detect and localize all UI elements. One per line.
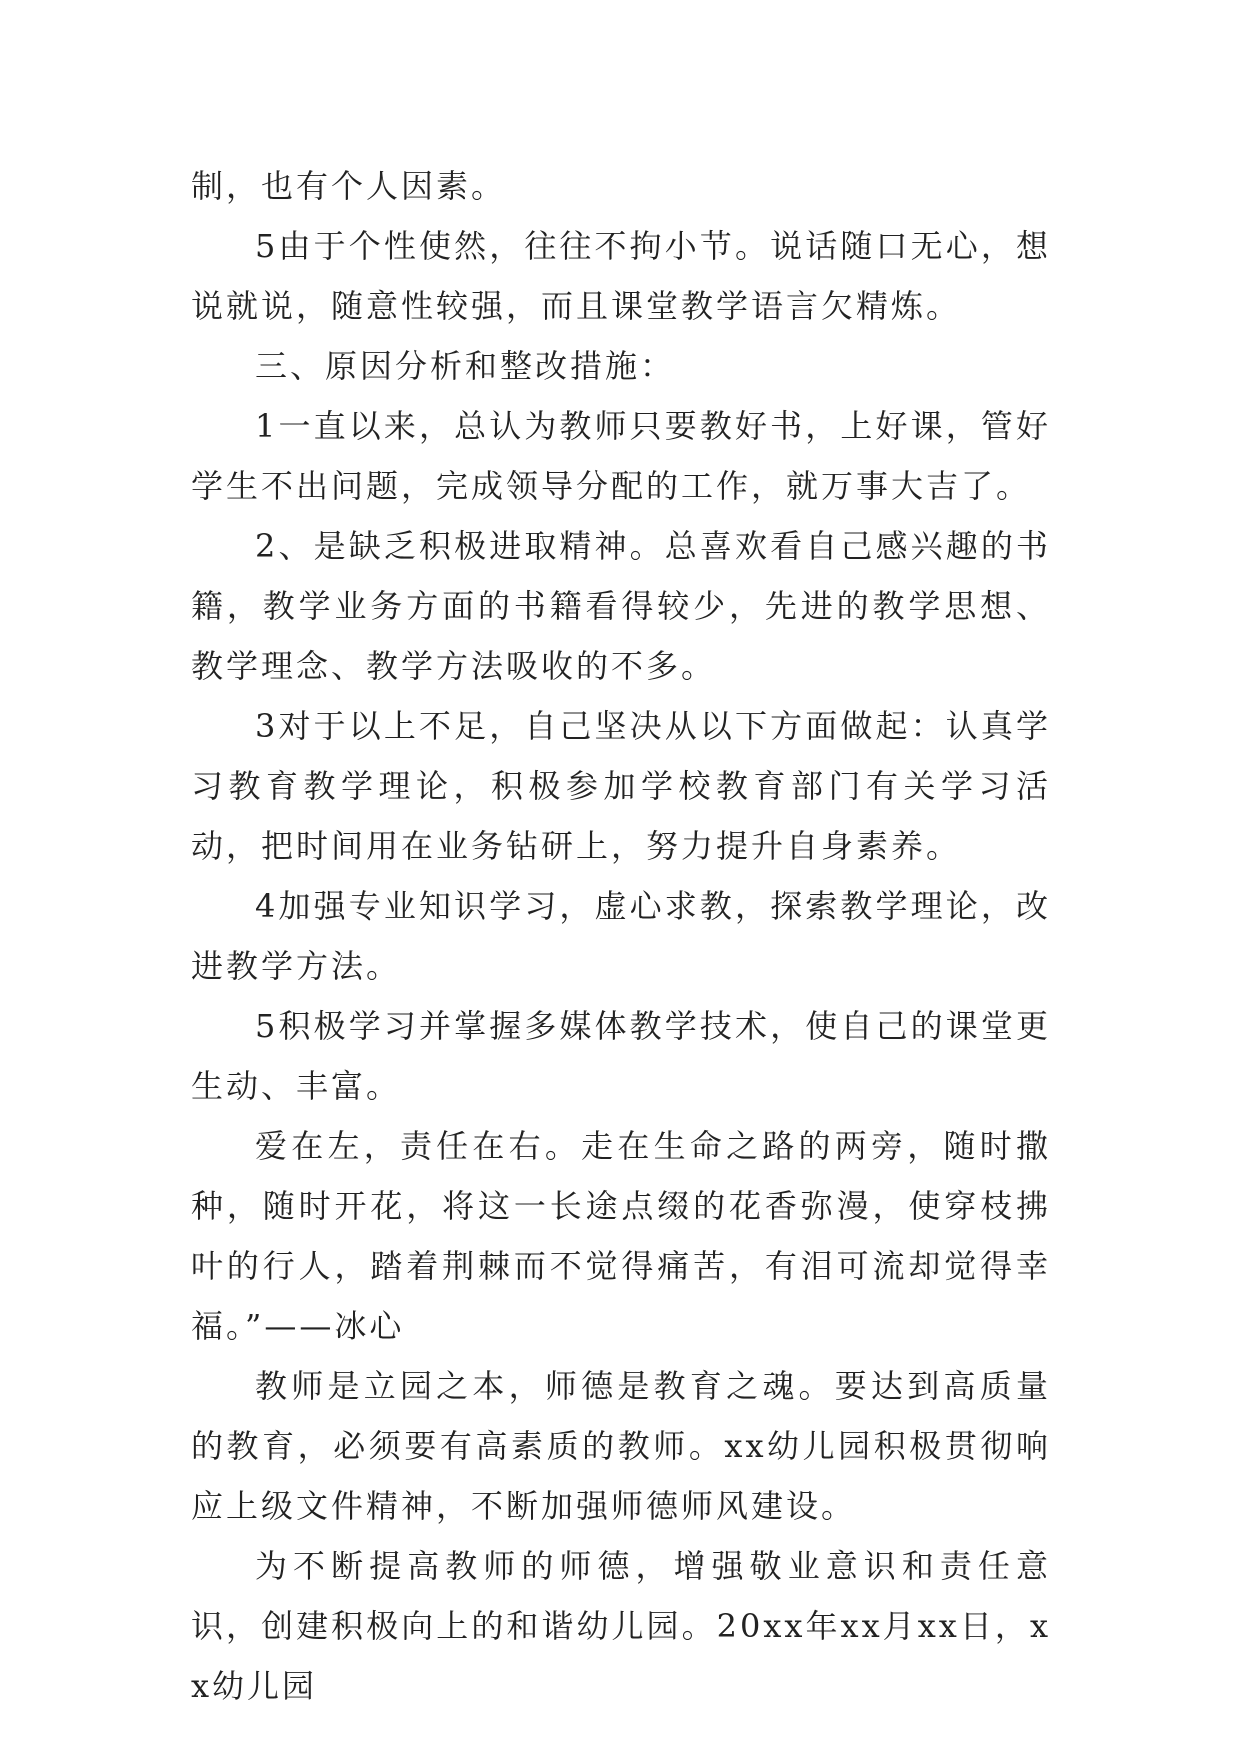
- paragraph-measure-1: 1一直以来，总认为教师只要教好书，上好课，管好学生不出问题，完成领导分配的工作，就万事大吉了。: [191, 407, 1051, 505]
- paragraph-measure-2: 2、是缺乏积极进取精神。总喜欢看自己感兴趣的书籍，教学业务方面的书籍看得较少，先进的教学思想、教学理念、教学方法吸收的不多。: [191, 527, 1051, 685]
- paragraph-measure-5: 5积极学习并掌握多媒体教学技术，使自己的课堂更生动、丰富。: [191, 1007, 1051, 1105]
- paragraph-quote: 爱在左，责任在右。走在生命之路的两旁，随时撒种，随时开花，将这一长途点缀的花香弥漫，使穿枝拂叶的行人，踏着荆棘而不觉得痛苦，有泪可流却觉得幸福。”——冰心: [191, 1127, 1051, 1345]
- paragraph-measure-4: 4加强专业知识学习，虚心求教，探索教学理论，改进教学方法。: [191, 887, 1051, 985]
- paragraph-item-5: 5由于个性使然，往往不拘小节。说话随口无心，想说就说，随意性较强，而且课堂教学语言欠精炼。: [191, 227, 1051, 325]
- paragraph-event-intro: 为不断提高教师的师德，增强敬业意识和责任意识，创建积极向上的和谐幼儿园。20xx年xx月xx日，xx幼儿园: [191, 1547, 1051, 1705]
- document-body: [191, 156, 1051, 1716]
- section-heading-causes-measures: 三、原因分析和整改措施：: [255, 347, 676, 385]
- paragraph-teacher-ethics: 教师是立园之本，师德是教育之魂。要达到高质量的教育，必须要有高素质的教师。xx幼儿园积极贯彻响应上级文件精神，不断加强师德师风建设。: [191, 1367, 1051, 1525]
- paragraph-measure-3: 3对于以上不足，自己坚决从以下方面做起：认真学习教育教学理论，积极参加学校教育部门有关学习活动，把时间用在业务钻研上，努力提升自身素养。: [191, 707, 1051, 865]
- paragraph-continuation: 制，也有个人因素。: [191, 167, 507, 205]
